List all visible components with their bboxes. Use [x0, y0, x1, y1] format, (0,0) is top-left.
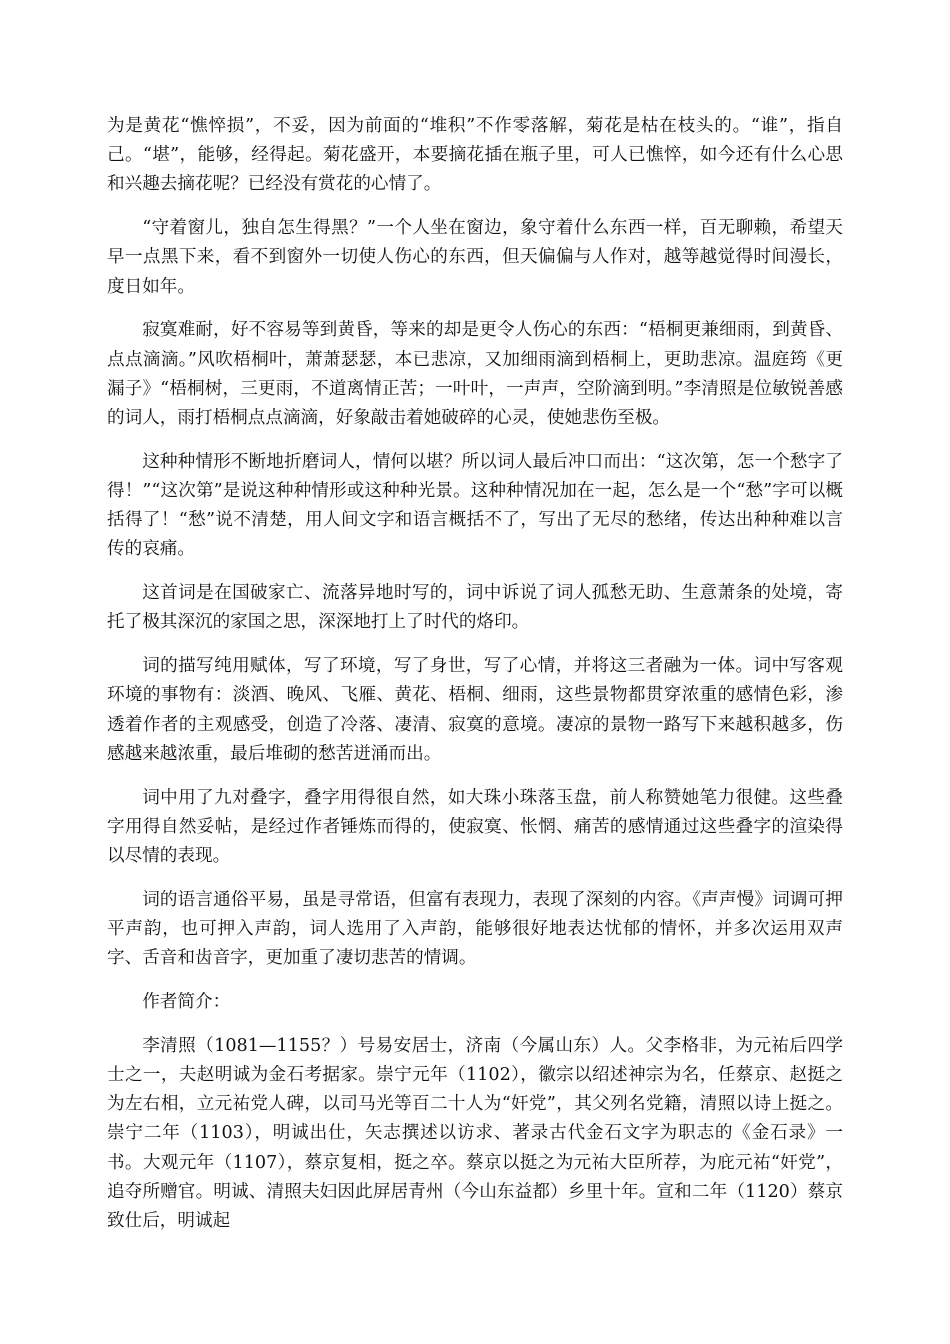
body-paragraph: 这种种情形不断地折磨词人，情何以堪？所以词人最后冲口而出：“这次第，怎一个愁字了得！”“这次第”是说这种种情形或这种种光景。这种种情况加在一起，怎么是一个“愁”字可以概括得了！“愁”说不清楚，用人间文字和语言概括不了，写出了无尽的愁绪，传达出种种难以言传的哀痛。: [107, 451, 843, 560]
body-paragraph: “守着窗儿，独自怎生得黑？”一个人坐在窗边，象守着什么东西一样，百无聊赖，希望天早一点黑下来，看不到窗外一切使人伤心的东西，但天偏偏与人作对，越等越觉得时间漫长，度日如年。: [107, 218, 843, 297]
author-paragraph: 李清照（1081—1155？）号易安居士，济南（今属山东）人。父李格非，为元祐后四学士之一，夫赵明诚为金石考据家。崇宁元年（1102），徽宗以绍述神宗为名，任蔡京、赵挺之为左右相，立元祐党人碑，以司马光等百二十人为“奸党”，其父列名党籍，清照以诗上挺之。崇宁二年（1103），明诚出仕，矢志撰述以访求、著录古代金石文字为职志的《金石录》一书。大观元年（1107），蔡京复相，挺之卒。蔡京以挺之为元祐大臣所荐，为庇元祐“奸党”，追夺所赠官。明诚、清照夫妇因此屏居青州（今山东益都）乡里十年。宣和二年（1120）蔡京致仕后，明诚起: [107, 1035, 843, 1232]
body-paragraph: 为是黄花“憔悴损”，不妥，因为前面的“堆积”不作零落解，菊花是枯在枝头的。“谁”，指自己。“堪”，能够，经得起。菊花盛开，本要摘花插在瓶子里，可人已憔悴，如今还有什么心思和兴趣去摘花呢？已经没有赏花的心情了。: [107, 116, 843, 195]
document-page: [107, 112, 843, 1251]
body-paragraph: 词中用了九对叠字，叠字用得很自然，如大珠小珠落玉盘，前人称赞她笔力很健。这些叠字用得自然妥帖，是经过作者锤炼而得的，使寂寞、怅惘、痛苦的感情通过这些叠字的渲染得以尽情的表现。: [107, 787, 843, 867]
body-paragraph: 寂寞难耐，好不容易等到黄昏，等来的却是更令人伤心的东西：“梧桐更兼细雨，到黄昏、点点滴滴。”风吹梧桐叶，萧萧瑟瑟，本已悲凉，又加细雨滴到梧桐上，更助悲凉。温庭筠《更漏子》“梧桐树，三更雨，不道离情正苦；一叶叶，一声声，空阶滴到明。”李清照是位敏锐善感的词人，雨打梧桐点点滴滴，好象敲击着她破碎的心灵，使她悲伤至极。: [107, 320, 843, 429]
body-paragraph: 词的语言通俗平易，虽是寻常语，但富有表现力，表现了深刻的内容。《声声慢》词调可押平声韵，也可押入声韵，词人选用了入声韵，能够很好地表达忧郁的情怀，并多次运用双声字、舌音和齿音字，更加重了凄切悲苦的情调。: [107, 889, 843, 969]
body-paragraph: 这首词是在国破家亡、流落异地时写的，词中诉说了词人孤愁无助、生意萧条的处境，寄托了极其深沉的家国之思，深深地打上了时代的烙印。: [107, 583, 843, 633]
section-heading: 作者简介：: [142, 992, 231, 1013]
body-paragraph: 词的描写纯用赋体，写了环境，写了身世，写了心情，并将这三者融为一体。词中写客观环境的事物有：淡酒、晚风、飞雁、黄花、梧桐、细雨，这些景物都贯穿浓重的感情色彩，渗透着作者的主观感受，创造了冷落、凄清、寂寞的意境。凄凉的景物一路写下来越积越多，伤感越来越浓重，最后堆砌的愁苦迸涌而出。: [107, 656, 843, 764]
